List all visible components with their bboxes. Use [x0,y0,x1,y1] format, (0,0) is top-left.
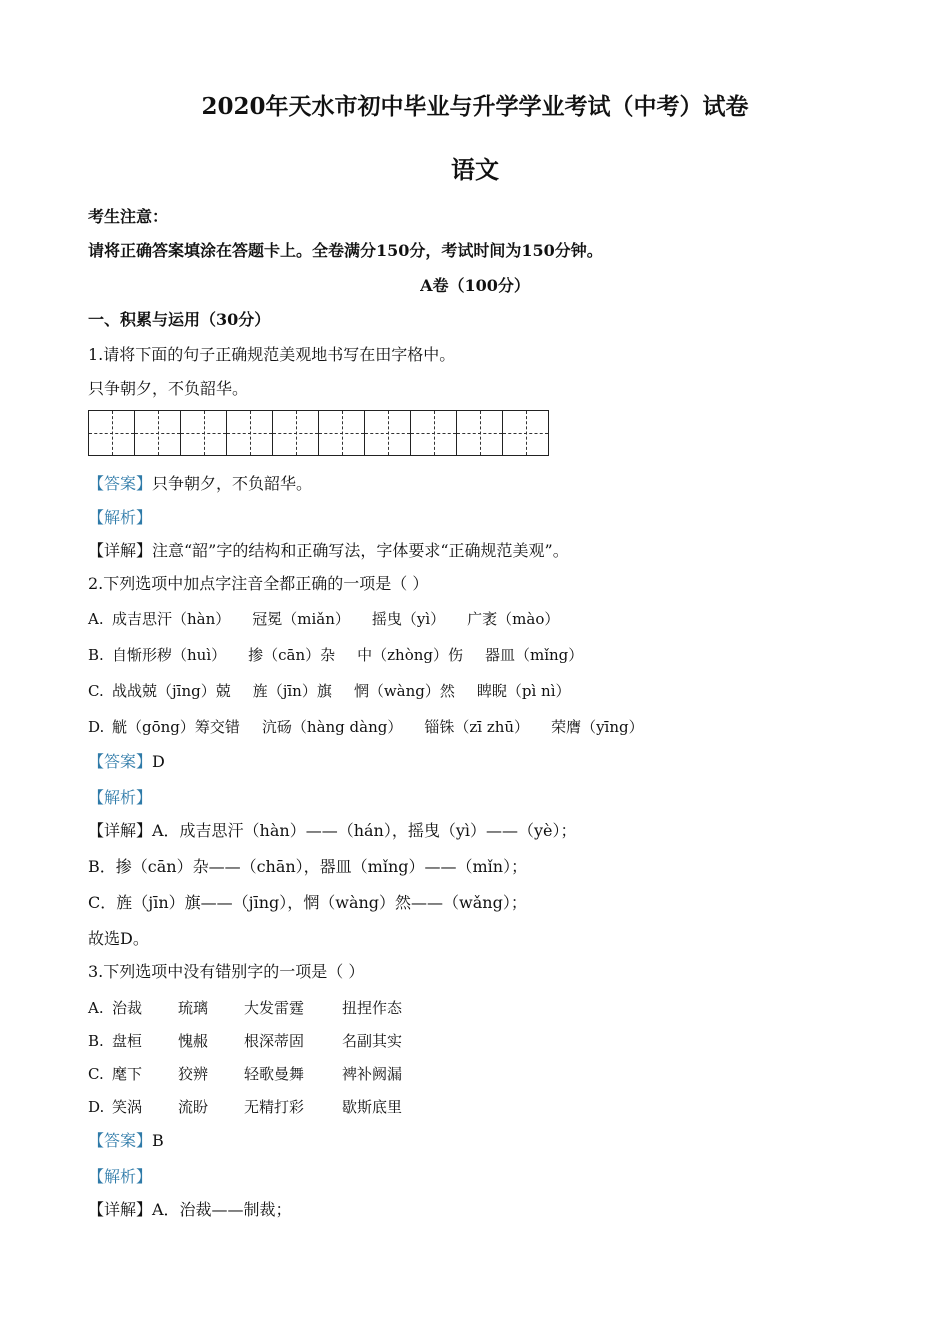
option-item: 盘桓 [112,1032,143,1050]
option-letter: A. [88,999,104,1017]
option-item: 锱铢（zī zhū） [424,718,530,736]
option-letter: C. [88,1065,104,1083]
option-letter: D. [88,718,105,736]
answer-tag: 【答案】 [88,752,153,771]
q3-detail: 【详解】A．治裁——制裁； [88,1200,292,1219]
option-item: 裨补阙漏 [342,1065,403,1083]
option-item: 麾下 [112,1065,143,1083]
option-item: 战战兢（jīng）兢 [112,682,231,700]
q1-sentence: 只争朝夕，不负韶华。 [88,379,249,398]
option-letter: B. [88,646,104,664]
grid-cell [273,410,319,456]
option-item: 笑涡 [112,1098,143,1116]
subject-title: 语文 [451,155,499,184]
option-item: 冠冕（miǎn） [252,610,350,628]
grid-cell [365,410,411,456]
grid-cell [457,410,503,456]
answer-tag: 【答案】 [88,1131,153,1150]
q3-option-d [88,1096,408,1118]
q2-conclusion: 故选D。 [88,929,149,948]
option-item: 广袤（mào） [467,610,560,628]
q1-detail: 【详解】注意“韶”字的结构和正确写法，字体要求“正确规范美观”。 [88,541,569,560]
q2-option-b [88,644,605,666]
answer-text: 只争朝夕，不负韶华。 [152,474,313,493]
option-item: 成吉思汗（hàn） [112,610,231,628]
option-item: 器皿（mǐng） [485,646,584,664]
q2-detail-a: 【详解】A．成吉思汗（hàn）——（hán），摇曳（yì）——（yè）； [88,821,577,840]
option-item: 旌（jīn）旗 [252,682,332,700]
answer-text: D [152,752,165,771]
option-item: 名副其实 [342,1032,403,1050]
q2-detail-c: C．旌（jīn）旗——（jīng），惘（wàng）然——（wǎng）； [88,893,527,912]
q2-answer [88,751,165,773]
notice-heading: 考生注意： [88,207,169,226]
section-a-heading: A卷（100分） [420,276,530,295]
q2-option-a [88,608,581,630]
q3-option-b [88,1030,408,1052]
q3-prompt: 3.下列选项中没有错别字的一项是（ ） [88,962,365,981]
option-letter: C. [88,682,104,700]
option-item: 摇曳（yì） [371,610,446,628]
grid-cell [88,410,135,456]
grid-cell [227,410,273,456]
option-item: 轻歌曼舞 [244,1065,305,1083]
option-item: 睥睨（pì nì） [476,682,571,700]
grid-cell [135,410,181,456]
grid-cell [319,410,365,456]
option-letter: A. [88,610,104,628]
option-item: 掺（cān）杂 [248,646,336,664]
grid-cell [503,410,549,456]
tianzige-grid [88,410,549,456]
option-item: 流盼 [178,1098,209,1116]
option-item: 觥（gōng）筹交错 [112,718,240,736]
q2-detail-b: B．掺（cān）杂——（chān），器皿（mǐng）——（mǐn）； [88,857,528,876]
option-item: 歇斯底里 [342,1098,403,1116]
q3-option-c [88,1063,408,1085]
exam-title: 2020年天水市初中毕业与升学学业考试（中考）试卷 [201,93,749,120]
option-item: 惘（wàng）然 [353,682,455,700]
q2-prompt: 2.下列选项中加点字注音全都正确的一项是（ ） [88,574,429,593]
option-item: 荣膺（yīng） [551,718,644,736]
option-item: 治裁 [112,999,143,1017]
grid-cell [411,410,457,456]
option-item: 愧赧 [178,1032,209,1050]
option-item: 自惭形秽（huì） [112,646,227,664]
answer-tag: 【答案】 [88,474,153,493]
grid-cell [181,410,227,456]
option-item: 狡辨 [178,1065,209,1083]
q3-answer [88,1130,164,1152]
q3-analysis-tag: 【解析】 [88,1167,153,1186]
q2-option-d [88,716,666,738]
q3-option-a [88,997,408,1019]
answer-text: B [152,1131,164,1150]
notice-text: 请将正确答案填涂在答题卡上。全卷满分150分，考试时间为150分钟。 [88,241,603,260]
option-letter: B. [88,1032,104,1050]
part-one-heading: 一、积累与运用（30分） [88,310,271,329]
option-item: 无精打彩 [244,1098,305,1116]
q1-answer [88,473,312,495]
q2-option-c [88,680,593,702]
option-item: 中（zhòng）伤 [357,646,463,664]
option-letter: D. [88,1098,105,1116]
option-item: 大发雷霆 [244,999,305,1017]
q1-prompt: 1.请将下面的句子正确规范美观地书写在田字格中。 [88,345,456,364]
q1-analysis-tag: 【解析】 [88,508,153,527]
q2-analysis-tag: 【解析】 [88,788,153,807]
option-item: 沆砀（hàng dàng） [261,718,403,736]
option-item: 根深蒂固 [244,1032,305,1050]
option-item: 扭捏作态 [342,999,403,1017]
option-item: 琉璃 [178,999,209,1017]
